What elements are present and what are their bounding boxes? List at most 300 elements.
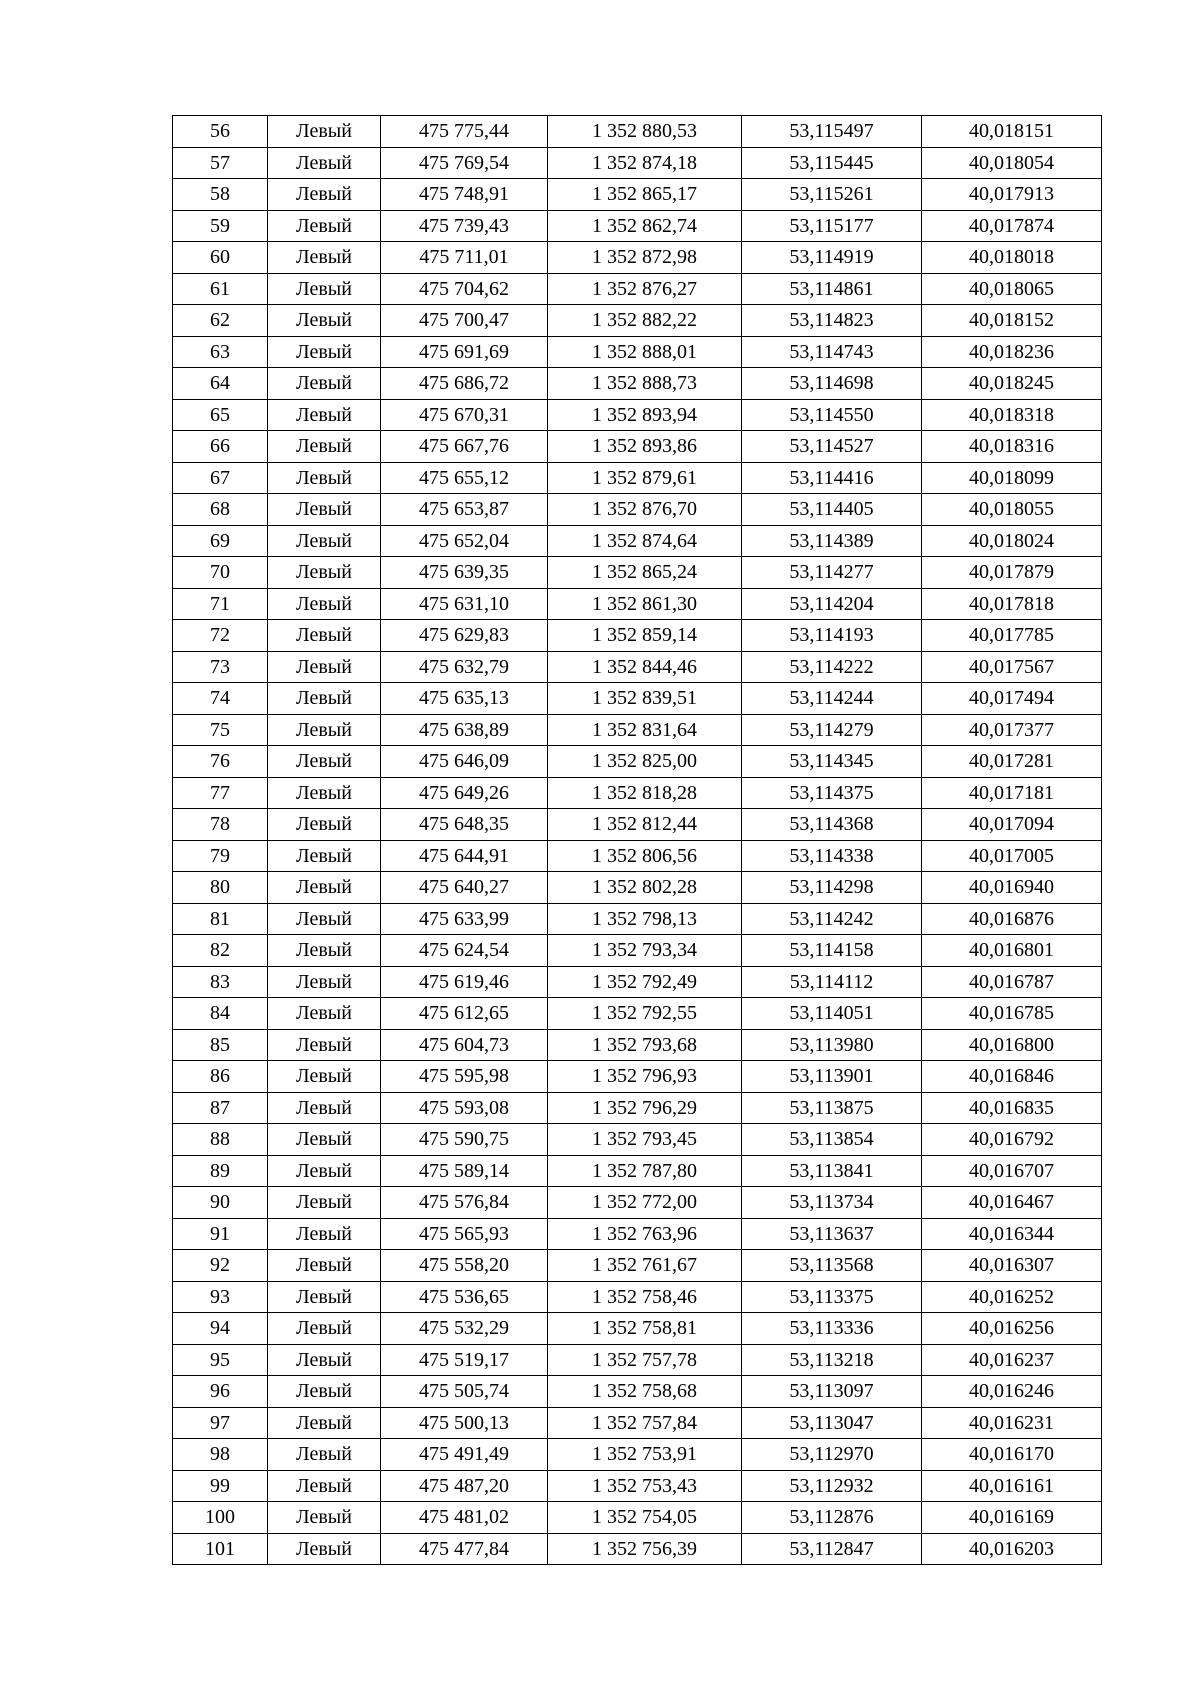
y-coordinate-cell: 1 352 874,64 <box>548 525 742 557</box>
side-cell: Левый <box>268 966 381 998</box>
x-coordinate-cell: 475 633,99 <box>381 903 548 935</box>
x-coordinate-cell: 475 635,13 <box>381 683 548 715</box>
longitude-cell: 40,016231 <box>922 1407 1102 1439</box>
latitude-cell: 53,114277 <box>742 557 922 589</box>
side-cell: Левый <box>268 903 381 935</box>
side-cell: Левый <box>268 1439 381 1471</box>
point-number-cell: 72 <box>173 620 268 652</box>
point-number-cell: 94 <box>173 1313 268 1345</box>
point-number-cell: 87 <box>173 1092 268 1124</box>
point-number-cell: 86 <box>173 1061 268 1093</box>
longitude-cell: 40,016170 <box>922 1439 1102 1471</box>
point-number-cell: 78 <box>173 809 268 841</box>
point-number-cell: 88 <box>173 1124 268 1156</box>
y-coordinate-cell: 1 352 798,13 <box>548 903 742 935</box>
point-number-cell: 69 <box>173 525 268 557</box>
point-number-cell: 60 <box>173 242 268 274</box>
y-coordinate-cell: 1 352 758,68 <box>548 1376 742 1408</box>
point-number-cell: 75 <box>173 714 268 746</box>
side-cell: Левый <box>268 242 381 274</box>
y-coordinate-cell: 1 352 758,81 <box>548 1313 742 1345</box>
longitude-cell: 40,016940 <box>922 872 1102 904</box>
x-coordinate-cell: 475 632,79 <box>381 651 548 683</box>
y-coordinate-cell: 1 352 888,73 <box>548 368 742 400</box>
longitude-cell: 40,017874 <box>922 210 1102 242</box>
x-coordinate-cell: 475 595,98 <box>381 1061 548 1093</box>
x-coordinate-cell: 475 532,29 <box>381 1313 548 1345</box>
x-coordinate-cell: 475 631,10 <box>381 588 548 620</box>
x-coordinate-cell: 475 711,01 <box>381 242 548 274</box>
side-cell: Левый <box>268 179 381 211</box>
side-cell: Левый <box>268 1155 381 1187</box>
y-coordinate-cell: 1 352 893,86 <box>548 431 742 463</box>
longitude-cell: 40,018316 <box>922 431 1102 463</box>
y-coordinate-cell: 1 352 757,78 <box>548 1344 742 1376</box>
table-row <box>173 1029 1102 1061</box>
x-coordinate-cell: 475 558,20 <box>381 1250 548 1282</box>
table-row <box>173 462 1102 494</box>
longitude-cell: 40,016307 <box>922 1250 1102 1282</box>
latitude-cell: 53,114527 <box>742 431 922 463</box>
point-number-cell: 92 <box>173 1250 268 1282</box>
x-coordinate-cell: 475 629,83 <box>381 620 548 652</box>
table-row <box>173 1344 1102 1376</box>
table-row <box>173 683 1102 715</box>
y-coordinate-cell: 1 352 818,28 <box>548 777 742 809</box>
latitude-cell: 53,115445 <box>742 147 922 179</box>
x-coordinate-cell: 475 519,17 <box>381 1344 548 1376</box>
latitude-cell: 53,113218 <box>742 1344 922 1376</box>
latitude-cell: 53,113734 <box>742 1187 922 1219</box>
table-row <box>173 1124 1102 1156</box>
table-row <box>173 494 1102 526</box>
table-row <box>173 179 1102 211</box>
x-coordinate-cell: 475 667,76 <box>381 431 548 463</box>
y-coordinate-cell: 1 352 844,46 <box>548 651 742 683</box>
side-cell: Левый <box>268 1502 381 1534</box>
side-cell: Левый <box>268 998 381 1030</box>
x-coordinate-cell: 475 612,65 <box>381 998 548 1030</box>
side-cell: Левый <box>268 588 381 620</box>
x-coordinate-cell: 475 619,46 <box>381 966 548 998</box>
side-cell: Левый <box>268 1250 381 1282</box>
longitude-cell: 40,017281 <box>922 746 1102 778</box>
x-coordinate-cell: 475 491,49 <box>381 1439 548 1471</box>
side-cell: Левый <box>268 305 381 337</box>
x-coordinate-cell: 475 670,31 <box>381 399 548 431</box>
side-cell: Левый <box>268 1533 381 1565</box>
table-row <box>173 966 1102 998</box>
y-coordinate-cell: 1 352 772,00 <box>548 1187 742 1219</box>
longitude-cell: 40,016800 <box>922 1029 1102 1061</box>
point-number-cell: 74 <box>173 683 268 715</box>
x-coordinate-cell: 475 487,20 <box>381 1470 548 1502</box>
side-cell: Левый <box>268 746 381 778</box>
table-row <box>173 840 1102 872</box>
table-row <box>173 1439 1102 1471</box>
point-number-cell: 84 <box>173 998 268 1030</box>
side-cell: Левый <box>268 431 381 463</box>
y-coordinate-cell: 1 352 862,74 <box>548 210 742 242</box>
y-coordinate-cell: 1 352 880,53 <box>548 116 742 148</box>
y-coordinate-cell: 1 352 758,46 <box>548 1281 742 1313</box>
table-row <box>173 1155 1102 1187</box>
latitude-cell: 53,114112 <box>742 966 922 998</box>
latitude-cell: 53,114375 <box>742 777 922 809</box>
longitude-cell: 40,016467 <box>922 1187 1102 1219</box>
point-number-cell: 97 <box>173 1407 268 1439</box>
longitude-cell: 40,018099 <box>922 462 1102 494</box>
x-coordinate-cell: 475 624,54 <box>381 935 548 967</box>
side-cell: Левый <box>268 1187 381 1219</box>
point-number-cell: 57 <box>173 147 268 179</box>
latitude-cell: 53,112970 <box>742 1439 922 1471</box>
y-coordinate-cell: 1 352 796,93 <box>548 1061 742 1093</box>
side-cell: Левый <box>268 557 381 589</box>
point-number-cell: 58 <box>173 179 268 211</box>
latitude-cell: 53,115261 <box>742 179 922 211</box>
x-coordinate-cell: 475 565,93 <box>381 1218 548 1250</box>
x-coordinate-cell: 475 686,72 <box>381 368 548 400</box>
x-coordinate-cell: 475 655,12 <box>381 462 548 494</box>
longitude-cell: 40,016792 <box>922 1124 1102 1156</box>
longitude-cell: 40,018054 <box>922 147 1102 179</box>
longitude-cell: 40,018018 <box>922 242 1102 274</box>
latitude-cell: 53,114298 <box>742 872 922 904</box>
table-row <box>173 368 1102 400</box>
x-coordinate-cell: 475 589,14 <box>381 1155 548 1187</box>
longitude-cell: 40,018152 <box>922 305 1102 337</box>
x-coordinate-cell: 475 593,08 <box>381 1092 548 1124</box>
x-coordinate-cell: 475 769,54 <box>381 147 548 179</box>
longitude-cell: 40,017181 <box>922 777 1102 809</box>
side-cell: Левый <box>268 1124 381 1156</box>
latitude-cell: 53,114193 <box>742 620 922 652</box>
longitude-cell: 40,016169 <box>922 1502 1102 1534</box>
point-number-cell: 100 <box>173 1502 268 1534</box>
side-cell: Левый <box>268 1092 381 1124</box>
y-coordinate-cell: 1 352 757,84 <box>548 1407 742 1439</box>
longitude-cell: 40,016876 <box>922 903 1102 935</box>
x-coordinate-cell: 475 638,89 <box>381 714 548 746</box>
y-coordinate-cell: 1 352 787,80 <box>548 1155 742 1187</box>
longitude-cell: 40,016237 <box>922 1344 1102 1376</box>
table-row <box>173 242 1102 274</box>
y-coordinate-cell: 1 352 825,00 <box>548 746 742 778</box>
side-cell: Левый <box>268 777 381 809</box>
longitude-cell: 40,017818 <box>922 588 1102 620</box>
latitude-cell: 53,114698 <box>742 368 922 400</box>
side-cell: Левый <box>268 1344 381 1376</box>
table-row <box>173 210 1102 242</box>
point-number-cell: 99 <box>173 1470 268 1502</box>
longitude-cell: 40,017879 <box>922 557 1102 589</box>
side-cell: Левый <box>268 147 381 179</box>
table-row <box>173 872 1102 904</box>
y-coordinate-cell: 1 352 865,17 <box>548 179 742 211</box>
longitude-cell: 40,018065 <box>922 273 1102 305</box>
table-row <box>173 588 1102 620</box>
side-cell: Левый <box>268 809 381 841</box>
longitude-cell: 40,016256 <box>922 1313 1102 1345</box>
table-row <box>173 431 1102 463</box>
longitude-cell: 40,018151 <box>922 116 1102 148</box>
point-number-cell: 91 <box>173 1218 268 1250</box>
longitude-cell: 40,017567 <box>922 651 1102 683</box>
y-coordinate-cell: 1 352 876,27 <box>548 273 742 305</box>
point-number-cell: 77 <box>173 777 268 809</box>
y-coordinate-cell: 1 352 879,61 <box>548 462 742 494</box>
point-number-cell: 65 <box>173 399 268 431</box>
table-row <box>173 1250 1102 1282</box>
latitude-cell: 53,113875 <box>742 1092 922 1124</box>
table-row <box>173 651 1102 683</box>
table-row <box>173 1092 1102 1124</box>
side-cell: Левый <box>268 683 381 715</box>
table-row <box>173 777 1102 809</box>
table-row <box>173 1218 1102 1250</box>
latitude-cell: 53,114405 <box>742 494 922 526</box>
side-cell: Левый <box>268 1218 381 1250</box>
table-row <box>173 1533 1102 1565</box>
latitude-cell: 53,114244 <box>742 683 922 715</box>
side-cell: Левый <box>268 1313 381 1345</box>
latitude-cell: 53,114823 <box>742 305 922 337</box>
table-row <box>173 1313 1102 1345</box>
latitude-cell: 53,114345 <box>742 746 922 778</box>
y-coordinate-cell: 1 352 874,18 <box>548 147 742 179</box>
x-coordinate-cell: 475 644,91 <box>381 840 548 872</box>
side-cell: Левый <box>268 1470 381 1502</box>
x-coordinate-cell: 475 646,09 <box>381 746 548 778</box>
latitude-cell: 53,114416 <box>742 462 922 494</box>
table-row <box>173 1376 1102 1408</box>
point-number-cell: 82 <box>173 935 268 967</box>
side-cell: Левый <box>268 620 381 652</box>
table-row <box>173 116 1102 148</box>
longitude-cell: 40,016835 <box>922 1092 1102 1124</box>
longitude-cell: 40,016801 <box>922 935 1102 967</box>
x-coordinate-cell: 475 590,75 <box>381 1124 548 1156</box>
table-row <box>173 998 1102 1030</box>
x-coordinate-cell: 475 700,47 <box>381 305 548 337</box>
latitude-cell: 53,114550 <box>742 399 922 431</box>
longitude-cell: 40,016161 <box>922 1470 1102 1502</box>
longitude-cell: 40,017913 <box>922 179 1102 211</box>
point-number-cell: 95 <box>173 1344 268 1376</box>
x-coordinate-cell: 475 505,74 <box>381 1376 548 1408</box>
y-coordinate-cell: 1 352 876,70 <box>548 494 742 526</box>
side-cell: Левый <box>268 935 381 967</box>
latitude-cell: 53,113047 <box>742 1407 922 1439</box>
latitude-cell: 53,115497 <box>742 116 922 148</box>
point-number-cell: 80 <box>173 872 268 904</box>
latitude-cell: 53,114919 <box>742 242 922 274</box>
side-cell: Левый <box>268 336 381 368</box>
x-coordinate-cell: 475 649,26 <box>381 777 548 809</box>
latitude-cell: 53,114051 <box>742 998 922 1030</box>
table-row <box>173 714 1102 746</box>
table-row <box>173 399 1102 431</box>
latitude-cell: 53,114242 <box>742 903 922 935</box>
y-coordinate-cell: 1 352 812,44 <box>548 809 742 841</box>
side-cell: Левый <box>268 1061 381 1093</box>
side-cell: Левый <box>268 714 381 746</box>
latitude-cell: 53,113854 <box>742 1124 922 1156</box>
y-coordinate-cell: 1 352 831,64 <box>548 714 742 746</box>
y-coordinate-cell: 1 352 872,98 <box>548 242 742 274</box>
point-number-cell: 93 <box>173 1281 268 1313</box>
point-number-cell: 61 <box>173 273 268 305</box>
x-coordinate-cell: 475 640,27 <box>381 872 548 904</box>
longitude-cell: 40,016787 <box>922 966 1102 998</box>
longitude-cell: 40,017005 <box>922 840 1102 872</box>
longitude-cell: 40,016203 <box>922 1533 1102 1565</box>
x-coordinate-cell: 475 653,87 <box>381 494 548 526</box>
table-row <box>173 1281 1102 1313</box>
point-number-cell: 79 <box>173 840 268 872</box>
table-row <box>173 305 1102 337</box>
longitude-cell: 40,018055 <box>922 494 1102 526</box>
point-number-cell: 62 <box>173 305 268 337</box>
longitude-cell: 40,018024 <box>922 525 1102 557</box>
point-number-cell: 96 <box>173 1376 268 1408</box>
longitude-cell: 40,017494 <box>922 683 1102 715</box>
point-number-cell: 68 <box>173 494 268 526</box>
point-number-cell: 56 <box>173 116 268 148</box>
side-cell: Левый <box>268 872 381 904</box>
x-coordinate-cell: 475 536,65 <box>381 1281 548 1313</box>
y-coordinate-cell: 1 352 763,96 <box>548 1218 742 1250</box>
latitude-cell: 53,113336 <box>742 1313 922 1345</box>
table-row <box>173 1061 1102 1093</box>
x-coordinate-cell: 475 652,04 <box>381 525 548 557</box>
table-row <box>173 336 1102 368</box>
latitude-cell: 53,113568 <box>742 1250 922 1282</box>
table-row <box>173 557 1102 589</box>
side-cell: Левый <box>268 840 381 872</box>
side-cell: Левый <box>268 1407 381 1439</box>
y-coordinate-cell: 1 352 802,28 <box>548 872 742 904</box>
point-number-cell: 83 <box>173 966 268 998</box>
latitude-cell: 53,113841 <box>742 1155 922 1187</box>
latitude-cell: 53,115177 <box>742 210 922 242</box>
longitude-cell: 40,018236 <box>922 336 1102 368</box>
table-row <box>173 1407 1102 1439</box>
y-coordinate-cell: 1 352 793,34 <box>548 935 742 967</box>
y-coordinate-cell: 1 352 888,01 <box>548 336 742 368</box>
point-number-cell: 71 <box>173 588 268 620</box>
latitude-cell: 53,114368 <box>742 809 922 841</box>
latitude-cell: 53,112876 <box>742 1502 922 1534</box>
side-cell: Левый <box>268 116 381 148</box>
point-number-cell: 59 <box>173 210 268 242</box>
y-coordinate-cell: 1 352 796,29 <box>548 1092 742 1124</box>
point-number-cell: 64 <box>173 368 268 400</box>
table-row <box>173 1502 1102 1534</box>
coordinates-table-body <box>173 116 1102 1565</box>
longitude-cell: 40,018245 <box>922 368 1102 400</box>
side-cell: Левый <box>268 1281 381 1313</box>
x-coordinate-cell: 475 477,84 <box>381 1533 548 1565</box>
y-coordinate-cell: 1 352 893,94 <box>548 399 742 431</box>
side-cell: Левый <box>268 1029 381 1061</box>
longitude-cell: 40,016707 <box>922 1155 1102 1187</box>
point-number-cell: 85 <box>173 1029 268 1061</box>
latitude-cell: 53,114222 <box>742 651 922 683</box>
side-cell: Левый <box>268 273 381 305</box>
longitude-cell: 40,016846 <box>922 1061 1102 1093</box>
latitude-cell: 53,113637 <box>742 1218 922 1250</box>
point-number-cell: 98 <box>173 1439 268 1471</box>
point-number-cell: 73 <box>173 651 268 683</box>
y-coordinate-cell: 1 352 839,51 <box>548 683 742 715</box>
y-coordinate-cell: 1 352 754,05 <box>548 1502 742 1534</box>
latitude-cell: 53,112932 <box>742 1470 922 1502</box>
side-cell: Левый <box>268 210 381 242</box>
y-coordinate-cell: 1 352 793,68 <box>548 1029 742 1061</box>
latitude-cell: 53,113901 <box>742 1061 922 1093</box>
latitude-cell: 53,114743 <box>742 336 922 368</box>
side-cell: Левый <box>268 651 381 683</box>
latitude-cell: 53,113980 <box>742 1029 922 1061</box>
point-number-cell: 66 <box>173 431 268 463</box>
y-coordinate-cell: 1 352 756,39 <box>548 1533 742 1565</box>
x-coordinate-cell: 475 576,84 <box>381 1187 548 1219</box>
y-coordinate-cell: 1 352 753,43 <box>548 1470 742 1502</box>
x-coordinate-cell: 475 775,44 <box>381 116 548 148</box>
point-number-cell: 76 <box>173 746 268 778</box>
table-row <box>173 903 1102 935</box>
longitude-cell: 40,016785 <box>922 998 1102 1030</box>
side-cell: Левый <box>268 462 381 494</box>
y-coordinate-cell: 1 352 793,45 <box>548 1124 742 1156</box>
y-coordinate-cell: 1 352 861,30 <box>548 588 742 620</box>
x-coordinate-cell: 475 481,02 <box>381 1502 548 1534</box>
latitude-cell: 53,113375 <box>742 1281 922 1313</box>
table-row <box>173 1470 1102 1502</box>
longitude-cell: 40,017785 <box>922 620 1102 652</box>
point-number-cell: 70 <box>173 557 268 589</box>
point-number-cell: 89 <box>173 1155 268 1187</box>
latitude-cell: 53,114204 <box>742 588 922 620</box>
longitude-cell: 40,017377 <box>922 714 1102 746</box>
point-number-cell: 81 <box>173 903 268 935</box>
x-coordinate-cell: 475 648,35 <box>381 809 548 841</box>
longitude-cell: 40,016344 <box>922 1218 1102 1250</box>
latitude-cell: 53,112847 <box>742 1533 922 1565</box>
side-cell: Левый <box>268 1376 381 1408</box>
side-cell: Левый <box>268 399 381 431</box>
point-number-cell: 90 <box>173 1187 268 1219</box>
y-coordinate-cell: 1 352 792,49 <box>548 966 742 998</box>
coordinates-table <box>172 115 1102 1565</box>
table-row <box>173 147 1102 179</box>
longitude-cell: 40,018318 <box>922 399 1102 431</box>
table-row <box>173 809 1102 841</box>
side-cell: Левый <box>268 368 381 400</box>
y-coordinate-cell: 1 352 753,91 <box>548 1439 742 1471</box>
x-coordinate-cell: 475 704,62 <box>381 273 548 305</box>
x-coordinate-cell: 475 739,43 <box>381 210 548 242</box>
longitude-cell: 40,016246 <box>922 1376 1102 1408</box>
latitude-cell: 53,114158 <box>742 935 922 967</box>
latitude-cell: 53,114861 <box>742 273 922 305</box>
y-coordinate-cell: 1 352 859,14 <box>548 620 742 652</box>
y-coordinate-cell: 1 352 761,67 <box>548 1250 742 1282</box>
x-coordinate-cell: 475 500,13 <box>381 1407 548 1439</box>
latitude-cell: 53,114338 <box>742 840 922 872</box>
